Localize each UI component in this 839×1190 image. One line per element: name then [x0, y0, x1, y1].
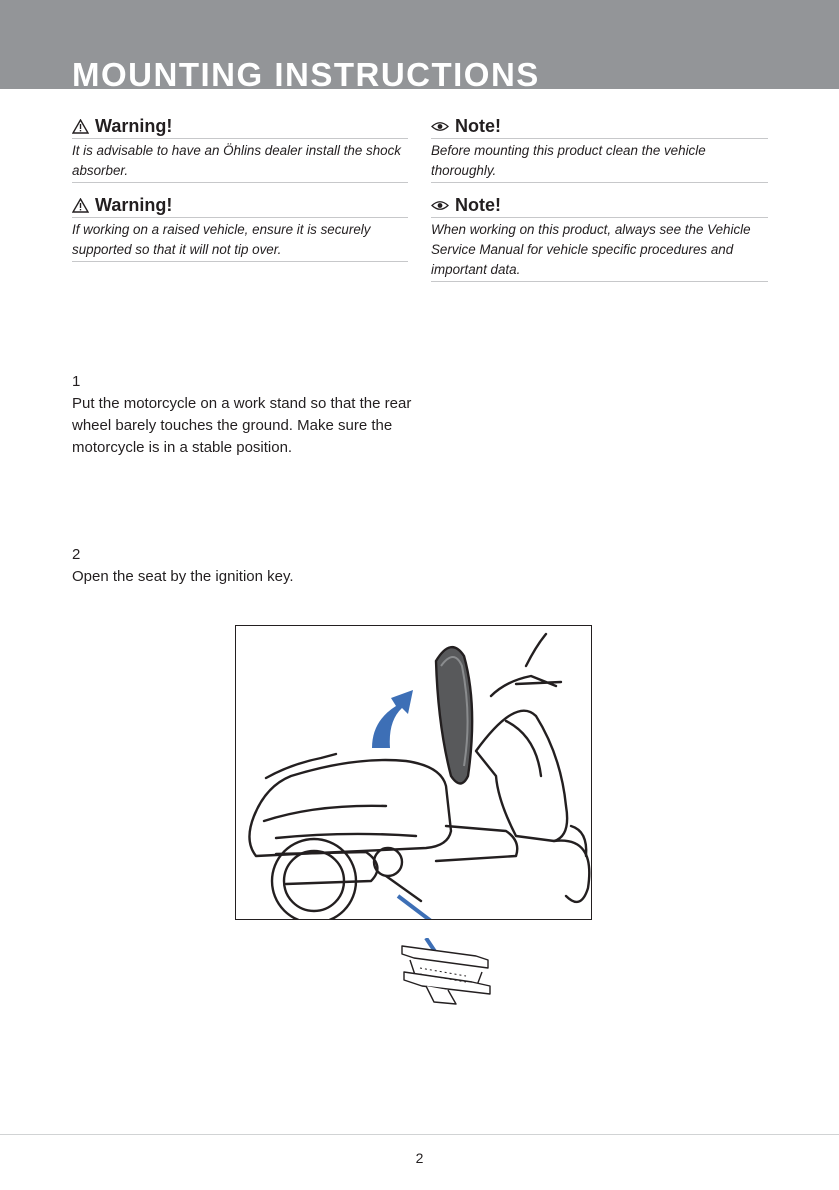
step-1 [72, 371, 417, 459]
warning-text: It is advisable to have an Öhlins dealer install the shock absorber. [72, 139, 408, 183]
note-text: Before mounting this product clean the vehicle thoroughly. [431, 139, 768, 183]
floorboard [436, 826, 517, 861]
note-text: When working on this product, always see the Vehicle Service Manual for vehicle specific procedures and important data. [431, 218, 768, 282]
work-stand-illustration [396, 938, 492, 1008]
warning-heading [72, 115, 408, 139]
step-2 [72, 544, 417, 588]
front-shield [476, 711, 567, 841]
scooter-illustration [235, 625, 592, 920]
note-callout [431, 194, 768, 282]
warning-heading [72, 194, 408, 218]
header-band [0, 0, 839, 89]
note-heading [431, 115, 768, 139]
page-title: MOUNTING INSTRUCTIONS [72, 56, 540, 89]
warning-text: If working on a raised vehicle, ensure it is securely supported so that it will not tip over. [72, 218, 408, 262]
eye-icon [431, 200, 449, 211]
step-number: 2 [72, 546, 81, 563]
step-number: 1 [72, 373, 81, 390]
warning-callout [72, 115, 408, 183]
warning-label: Warning! [95, 115, 173, 136]
step-text: Open the seat by the ignition key. [72, 568, 294, 585]
warning-label: Warning! [95, 194, 173, 215]
eye-icon [431, 121, 449, 132]
note-heading [431, 194, 768, 218]
note-callout [431, 115, 768, 183]
warning-triangle-icon [72, 119, 89, 134]
footer-rule [0, 1134, 839, 1135]
front-wheel [554, 841, 589, 902]
note-label: Note! [455, 115, 501, 136]
rear-body [249, 760, 451, 856]
note-label: Note! [455, 194, 501, 215]
warning-triangle-icon [72, 198, 89, 213]
warning-callout [72, 194, 408, 262]
step-text: Put the motorcycle on a work stand so that the rear wheel barely touches the ground. Make sure the motorcycle is in a stable position. [72, 395, 412, 456]
page-number: 2 [415, 1150, 424, 1166]
open-direction-arrow [372, 690, 413, 748]
handlebar [491, 634, 561, 696]
